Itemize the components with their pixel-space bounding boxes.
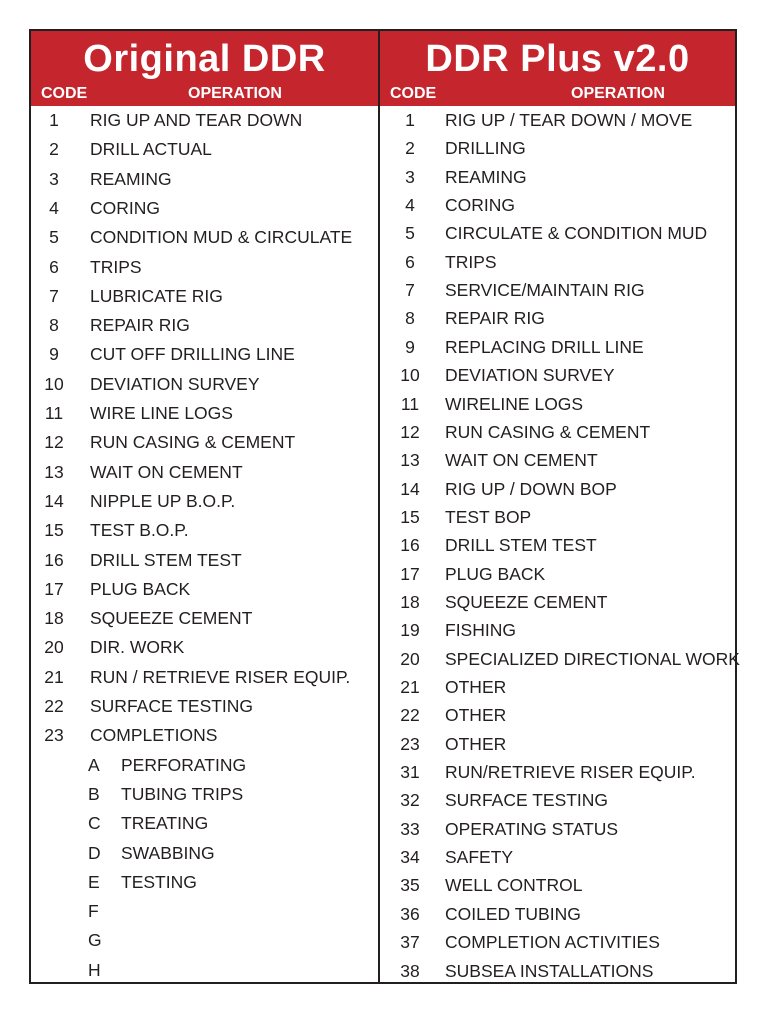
operation-name: OTHER — [445, 733, 507, 754]
operation-code: 20 — [44, 637, 64, 658]
operation-name: CONDITION MUD & CIRCULATE — [90, 227, 353, 248]
ddr-comparison-table — [29, 29, 740, 984]
operation-code: 6 — [405, 251, 415, 272]
sub-code-letter: F — [88, 901, 99, 922]
operation-name: CUT OFF DRILLING LINE — [90, 344, 295, 365]
operation-name: LUBRICATE RIG — [90, 285, 223, 306]
original-ddr-title: Original DDR — [83, 38, 326, 80]
operation-name: OTHER — [445, 705, 507, 726]
operation-name: RIG UP / DOWN BOP — [445, 478, 617, 499]
operation-name: WAIT ON CEMENT — [90, 461, 243, 482]
operation-name: WIRELINE LOGS — [445, 393, 584, 414]
operation-code: 8 — [405, 308, 415, 329]
operation-code: 4 — [405, 195, 415, 216]
operation-name: COMPLETIONS — [90, 725, 218, 746]
operation-code: 1 — [49, 110, 59, 130]
sub-operation-name: SWABBING — [121, 842, 215, 863]
operation-name: REAMING — [90, 168, 172, 189]
operation-code: 23 — [400, 733, 420, 754]
operation-name: DRILL STEM TEST — [445, 535, 597, 556]
operation-code: 12 — [44, 432, 64, 453]
operation-code: 12 — [400, 421, 420, 442]
operation-code: 8 — [49, 315, 59, 336]
sub-code-letter: A — [88, 754, 100, 775]
operation-name: RIG UP AND TEAR DOWN — [90, 110, 303, 130]
operation-name: DRILL ACTUAL — [90, 139, 212, 160]
code-header: CODE — [41, 85, 88, 102]
operation-code: 23 — [44, 725, 64, 746]
operation-name: PLUG BACK — [445, 563, 546, 584]
operation-header: OPERATION — [571, 85, 665, 102]
operation-code: 2 — [49, 139, 59, 160]
operation-name: TEST B.O.P. — [90, 520, 189, 541]
operation-code: 36 — [400, 903, 420, 924]
operation-name: WELL CONTROL — [445, 875, 583, 896]
operation-code: 16 — [400, 535, 420, 556]
operation-name: REPAIR RIG — [90, 315, 190, 336]
operation-code: 11 — [44, 403, 64, 423]
operation-code: 20 — [400, 648, 420, 669]
operation-name: TRIPS — [90, 256, 142, 277]
operation-code: 33 — [400, 818, 420, 839]
operation-name: WIRE LINE LOGS — [90, 403, 233, 423]
sub-code-letter: H — [88, 959, 101, 980]
operation-name: RUN / RETRIEVE RISER EQUIP. — [90, 666, 351, 687]
sub-code-letter: D — [88, 842, 101, 863]
operation-code: 17 — [44, 578, 64, 599]
operation-name: RIG UP / TEAR DOWN / MOVE — [445, 110, 693, 130]
operation-name: SQUEEZE CEMENT — [445, 591, 608, 612]
operation-code: 21 — [44, 666, 64, 687]
operation-code: 10 — [44, 373, 64, 394]
operation-name: SURFACE TESTING — [445, 790, 609, 811]
operation-name: CIRCULATE & CONDITION MUD — [445, 223, 708, 244]
operation-code: 35 — [400, 875, 420, 896]
operation-name: DIR. WORK — [90, 637, 185, 658]
operation-name: RUN CASING & CEMENT — [90, 432, 296, 453]
sub-operation-name: PERFORATING — [121, 754, 247, 775]
sub-code-letter: B — [88, 783, 100, 804]
operation-code: 2 — [405, 138, 415, 159]
operation-code: 14 — [400, 478, 420, 499]
original-ddr-column — [31, 31, 380, 982]
operation-name: REPAIR RIG — [445, 308, 545, 329]
ddr-plus-title: DDR Plus v2.0 — [425, 38, 690, 80]
sub-code-letter: C — [88, 813, 101, 834]
operation-code: 31 — [400, 762, 420, 783]
operation-name: WAIT ON CEMENT — [445, 450, 598, 471]
operation-name: CORING — [90, 197, 160, 218]
sub-operation-name: TREATING — [121, 813, 209, 834]
operation-code: 7 — [405, 280, 415, 301]
sub-code-letter: E — [88, 871, 100, 892]
operation-code: 10 — [400, 365, 420, 386]
operation-header: OPERATION — [188, 85, 282, 102]
operation-code: 6 — [49, 256, 59, 277]
sub-code-letter: G — [88, 930, 102, 951]
operation-name: SUBSEA INSTALLATIONS — [445, 960, 654, 981]
operation-code: 9 — [405, 336, 415, 357]
operation-name: RUN/RETRIEVE RISER EQUIP. — [445, 762, 696, 783]
operation-code: 5 — [405, 223, 415, 244]
operation-name: DEVIATION SURVEY — [90, 373, 260, 394]
operation-code: 17 — [400, 563, 420, 584]
operation-code: 34 — [400, 847, 420, 868]
operation-name: PLUG BACK — [90, 578, 191, 599]
operation-name: SAFETY — [445, 847, 514, 868]
operation-code: 14 — [44, 490, 64, 511]
operation-name: DEVIATION SURVEY — [445, 365, 615, 386]
operation-code: 15 — [44, 520, 64, 541]
operation-code: 3 — [49, 168, 59, 189]
operation-code: 21 — [400, 677, 420, 697]
operation-code: 38 — [400, 960, 420, 981]
operation-name: COILED TUBING — [445, 903, 581, 924]
operation-name: DRILLING — [445, 138, 526, 159]
operation-name: OPERATING STATUS — [445, 818, 619, 839]
operation-name: SERVICE/MAINTAIN RIG — [445, 280, 645, 301]
operation-code: 16 — [44, 549, 64, 570]
operation-name: REAMING — [445, 166, 527, 187]
operation-code: 5 — [49, 227, 59, 248]
operation-name: SURFACE TESTING — [90, 696, 254, 716]
operation-code: 32 — [400, 790, 420, 811]
operation-name: NIPPLE UP B.O.P. — [90, 490, 236, 511]
operation-name: DRILL STEM TEST — [90, 549, 242, 570]
operation-code: 13 — [44, 461, 64, 482]
operation-code: 11 — [400, 393, 420, 414]
ddr-plus-header — [380, 31, 735, 106]
operation-name: TEST BOP — [445, 506, 532, 527]
operation-name: SQUEEZE CEMENT — [90, 608, 253, 629]
sub-operation-name: TESTING — [121, 871, 197, 892]
operation-code: 3 — [405, 166, 415, 187]
operation-code: 1 — [405, 110, 415, 130]
operation-name: REPLACING DRILL LINE — [445, 336, 644, 357]
operation-code: 7 — [49, 285, 59, 306]
sub-operation-name: TUBING TRIPS — [121, 783, 244, 804]
original-ddr-header — [31, 31, 378, 106]
operation-code: 22 — [400, 705, 420, 726]
operation-code: 13 — [400, 450, 420, 471]
operation-code: 4 — [49, 197, 59, 218]
ddr-plus-column — [380, 31, 740, 982]
operation-name: CORING — [445, 195, 515, 216]
operation-code: 15 — [400, 506, 420, 527]
operation-code: 19 — [400, 620, 420, 641]
operation-code: 22 — [44, 696, 64, 716]
operation-name: OTHER — [445, 677, 507, 697]
operation-code: 37 — [400, 932, 420, 953]
operation-name: FISHING — [445, 620, 516, 641]
code-header: CODE — [390, 85, 437, 102]
operation-code: 9 — [49, 344, 59, 365]
operation-code: 18 — [400, 591, 420, 612]
operation-name: SPECIALIZED DIRECTIONAL WORK — [445, 648, 740, 669]
operation-code: 18 — [44, 608, 64, 629]
operation-name: COMPLETION ACTIVITIES — [445, 932, 660, 953]
operation-name: RUN CASING & CEMENT — [445, 421, 651, 442]
operation-name: TRIPS — [445, 251, 497, 272]
